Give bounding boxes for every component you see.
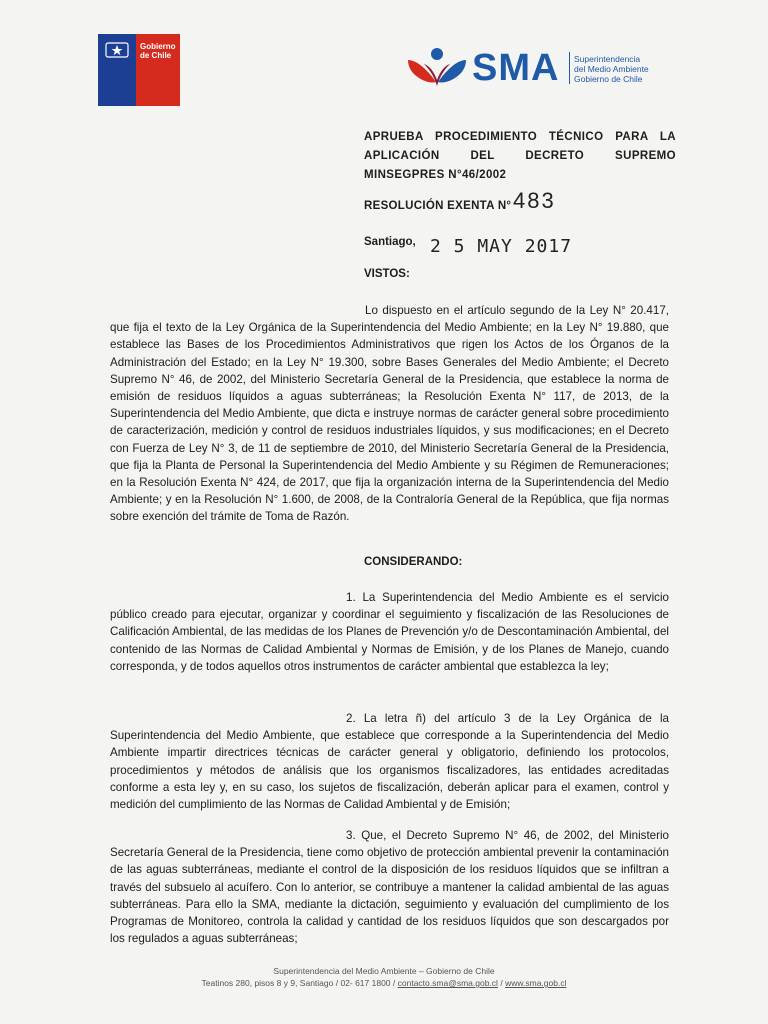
- resolution-number: 483: [513, 188, 556, 213]
- logo-blue-block: [98, 34, 136, 106]
- coat-of-arms-icon: [104, 40, 130, 60]
- sma-logo-divider: [569, 52, 570, 84]
- considerando-item-3: 3. Que, el Decreto Supremo N° 46, de 2002, del Ministerio Secretaría General de la Presidencia, tiene como objetivo de protección ambiental prevenir la contaminación de las aguas subterráneas, mediante el control de la disposición de los residuos líquidos que se infiltran a través del subsuelo al acuífero. Con lo anterior, se contribuye a mantener la calidad ambiental de las aguas subterráneas. Para ello la SMA, mediante la dictación, seguimiento y evaluación del cumplimiento de los Programas de Monitoreo, controla la calidad y cantidad de los residuos líquidos que son descargados por los regulados a aguas subterráneas;: [110, 829, 669, 946]
- considerando-item-1: 1. La Superintendencia del Medio Ambiente es el servicio público creado para ejecutar, organizar y coordinar el seguimiento y fiscalización de las Resoluciones de Calificación Ambiental, de las medidas de los Planes de Prevención y/o de Descontaminación Ambiental, del contenido de las Normas de Calidad Ambiental y Normas de Emisión, y de los Planes de Manejo, cuando corresponda, y de todos aquellos otros instrumentos de carácter ambiental que establezca la ley;: [110, 591, 669, 673]
- resolution-label: RESOLUCIÓN EXENTA N°: [364, 200, 512, 212]
- vistos-paragraph: Lo dispuesto en el artículo segundo de la Ley N° 20.417, que fija el texto de la Ley Orgánica de la Superintendencia del Medio Ambiente; en la Ley N° 19.880, que establece las Bases de los Procedimientos Administrativos que rigen los Actos de los Órganos de la Administración del Estado; en la Ley N° 19.300, sobre Bases Generales del Medio Ambiente; el Decreto Supremo N° 46, de 2002, del Ministerio Secretaría General de la Presidencia, que establece la norma de emisión de residuos líquidos a aguas subterráneas; la Resolución Exenta N° 117, de 2013, de la Superintendencia del Medio Ambiente, que dicta e instruye normas de carácter general sobre procedimiento de caracterización, medición y control de residuos industriales líquidos, y sus modificaciones; en el Decreto con Fuerza de Ley N° 3, de 11 de septiembre de 2010, del Ministerio Secretaría General de la Presidencia, que fija la Planta de Personal la Superintendencia del Medio Ambiente y su Régimen de Remuneraciones; en la Resolución Exenta N° 424, de 2017, que fija la organización interna de la Superintendencia del Medio Ambiente; y en la Resolución N° 1.600, de 2008, de la Contraloría General de la República, que fija normas sobre exención del trámite de Toma de Razón.: [110, 304, 669, 524]
- considerando-heading: CONSIDERANDO:: [364, 556, 463, 568]
- footer-address: Teatinos 280, pisos 8 y 9, Santiago / 02- 617 1800 /: [201, 978, 396, 988]
- sma-logo: [406, 44, 666, 94]
- santiago-label: Santiago,: [364, 236, 416, 248]
- gob-logo-line2: de Chile: [140, 51, 172, 60]
- footer-organization: Superintendencia del Medio Ambiente – Gobierno de Chile: [273, 966, 495, 976]
- sma-sub-line3: Gobierno de Chile: [574, 74, 643, 84]
- sma-logo-word: SMA: [472, 47, 560, 89]
- footer-separator: /: [500, 978, 503, 988]
- document-title: APRUEBA PROCEDIMIENTO TÉCNICO PARA LA APLICACIÓN DEL DECRETO SUPREMO MINSEGPRES N°46/2002: [364, 131, 676, 181]
- sma-logo-subtitle: [574, 54, 649, 84]
- footer-contact-line: [0, 977, 768, 989]
- page-footer: [0, 965, 768, 989]
- sma-emblem-icon: [406, 46, 468, 90]
- footer-email-link[interactable]: contacto.sma@sma.gob.cl: [397, 978, 498, 988]
- sma-sub-line1: Superintendencia: [574, 54, 641, 64]
- sma-sub-line2: del Medio Ambiente: [574, 64, 649, 74]
- date-stamp: 2 5 MAY 2017: [430, 236, 573, 257]
- gob-logo-line1: Gobierno: [140, 42, 176, 51]
- considerando-item-2: 2. La letra ñ) del artículo 3 de la Ley Orgánica de la Superintendencia del Medio Ambiente, que establece que corresponde a la Superintendencia del Medio Ambiente impartir directrices técnicas de carácter general y obligatorio, definiendo los protocolos, procedimientos y métodos de análisis que los organismos fiscalizadores, las entidades acreditadas conforme a esta ley y, en su caso, los sujetos de fiscalización, deberán aplicar para el examen, control y medición del cumplimiento de las Normas de Calidad Ambiental y de Emisión;: [110, 712, 669, 812]
- vistos-heading: VISTOS:: [364, 268, 410, 280]
- footer-website-link[interactable]: www.sma.gob.cl: [505, 978, 567, 988]
- gobierno-de-chile-logo: [98, 34, 180, 106]
- gob-logo-text: [140, 42, 176, 60]
